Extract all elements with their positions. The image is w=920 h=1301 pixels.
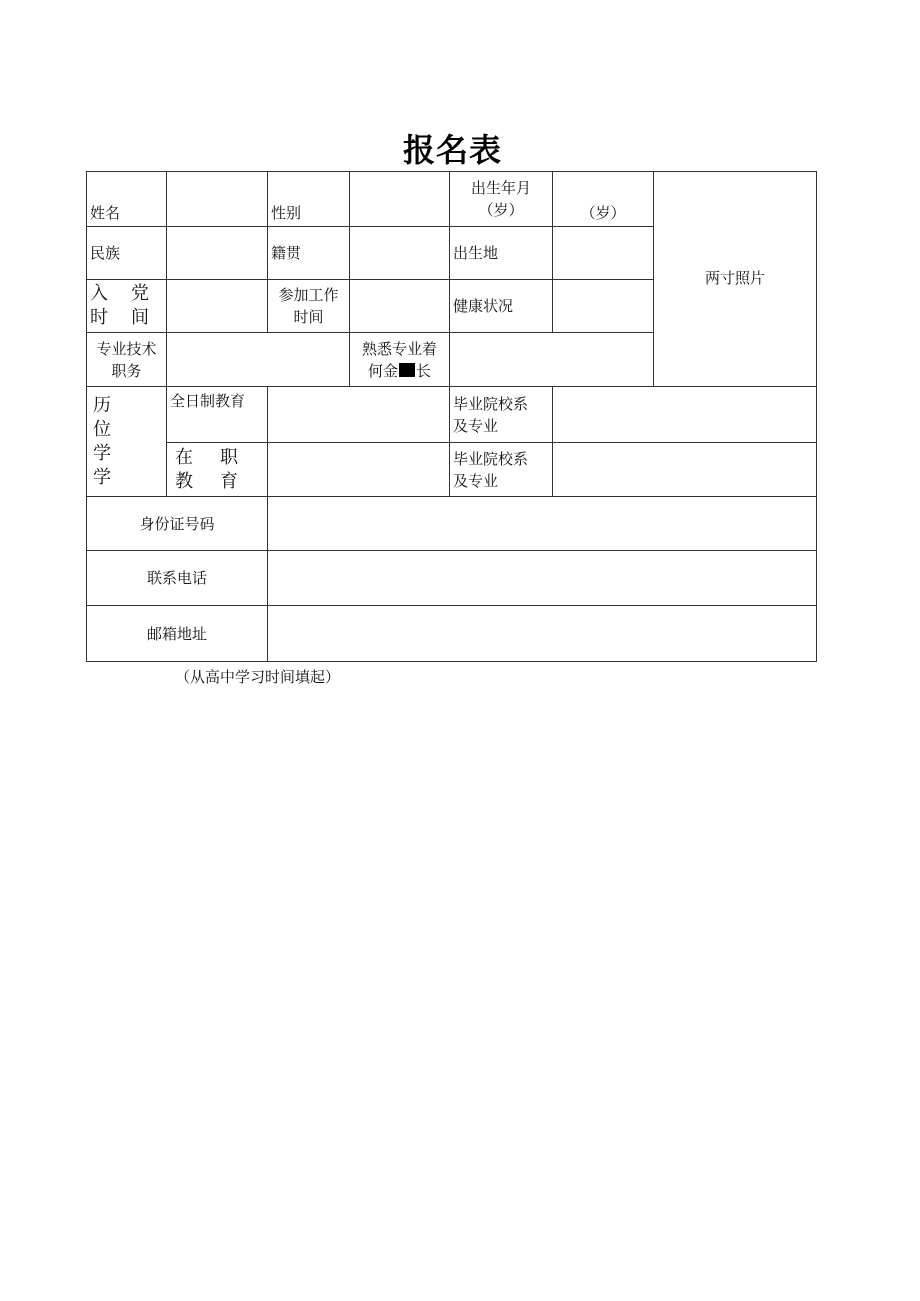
name-label: 姓名 bbox=[87, 172, 167, 227]
photo-box[interactable]: 两寸照片 bbox=[654, 172, 817, 387]
professional-title-label bbox=[87, 333, 167, 387]
email-label: 邮箱地址 bbox=[87, 606, 268, 662]
inservice-label-c: 教 bbox=[175, 470, 193, 492]
professional-title-label-2: 职务 bbox=[111, 361, 142, 380]
fulltime-school-field[interactable] bbox=[553, 387, 817, 443]
party-join-time-label bbox=[87, 280, 167, 333]
email-field[interactable] bbox=[268, 606, 817, 662]
education-side-2: 位 bbox=[93, 418, 111, 440]
work-start-label-2: 时间 bbox=[293, 308, 324, 326]
birth-date-label bbox=[450, 172, 553, 227]
id-number-label: 身份证号码 bbox=[87, 497, 268, 551]
education-degree-label bbox=[87, 387, 167, 497]
inservice-education-label bbox=[167, 443, 268, 497]
native-place-label: 籍贯 bbox=[268, 227, 350, 280]
inservice-school-label bbox=[450, 443, 553, 497]
health-label: 健康状况 bbox=[450, 280, 553, 333]
fulltime-school-label-2: 及专业 bbox=[453, 416, 499, 435]
inservice-label-a: 在 bbox=[175, 446, 193, 468]
ethnicity-label: 民族 bbox=[87, 227, 167, 280]
age-paren-text: （岁） bbox=[580, 204, 626, 222]
fulltime-education-field[interactable] bbox=[268, 387, 450, 443]
specialty-label-1: 熟悉专业着 bbox=[361, 339, 437, 358]
phone-field[interactable] bbox=[268, 551, 817, 606]
redaction-block bbox=[399, 363, 415, 377]
fulltime-education-label: 全日制教育 bbox=[167, 387, 268, 443]
native-place-field[interactable] bbox=[350, 227, 450, 280]
fulltime-school-label bbox=[450, 387, 553, 443]
specialty-label bbox=[350, 333, 450, 387]
party-label-a: 入 bbox=[90, 283, 108, 304]
health-field[interactable] bbox=[553, 280, 654, 333]
party-join-time-field[interactable] bbox=[167, 280, 268, 333]
gender-label: 性别 bbox=[268, 172, 350, 227]
work-start-label-1: 参加工作 bbox=[278, 286, 339, 304]
birthplace-field[interactable] bbox=[553, 227, 654, 280]
education-side-4: 学 bbox=[93, 466, 111, 488]
footnote: （从高中学习时间填起） bbox=[175, 668, 341, 686]
birthplace-label: 出生地 bbox=[450, 227, 553, 280]
specialty-label-2: 何金 长 bbox=[367, 361, 432, 380]
id-number-field[interactable] bbox=[268, 497, 817, 551]
inservice-school-field[interactable] bbox=[553, 443, 817, 497]
education-side-3: 学 bbox=[93, 442, 111, 464]
professional-title-label-1: 专业技术 bbox=[96, 339, 157, 358]
ethnicity-field[interactable] bbox=[167, 227, 268, 280]
professional-title-field[interactable] bbox=[167, 333, 350, 387]
inservice-label-b: 职 bbox=[220, 446, 238, 468]
party-label-b: 党 bbox=[131, 283, 149, 304]
birth-date-field[interactable] bbox=[553, 172, 654, 227]
education-side-1: 历 bbox=[93, 394, 111, 416]
name-field[interactable] bbox=[167, 172, 268, 227]
specialty-field[interactable] bbox=[450, 333, 654, 387]
birth-date-label-text: 出生年月 bbox=[470, 179, 531, 197]
page-title: 报名表 bbox=[402, 131, 502, 169]
inservice-school-label-2: 及专业 bbox=[453, 471, 499, 490]
party-time-label-b: 间 bbox=[131, 307, 149, 328]
phone-label: 联系电话 bbox=[87, 551, 268, 606]
inservice-school-label-1: 毕业院校系 bbox=[453, 449, 529, 468]
gender-field[interactable] bbox=[350, 172, 450, 227]
inservice-education-field[interactable] bbox=[268, 443, 450, 497]
work-start-time-label bbox=[268, 280, 350, 333]
inservice-label-d: 育 bbox=[220, 470, 238, 492]
age-paren-label: （岁） bbox=[478, 201, 524, 219]
work-start-time-field[interactable] bbox=[350, 280, 450, 333]
fulltime-school-label-1: 毕业院校系 bbox=[453, 394, 529, 413]
party-time-label-a: 时 bbox=[90, 307, 108, 328]
registration-form-table bbox=[86, 171, 817, 662]
